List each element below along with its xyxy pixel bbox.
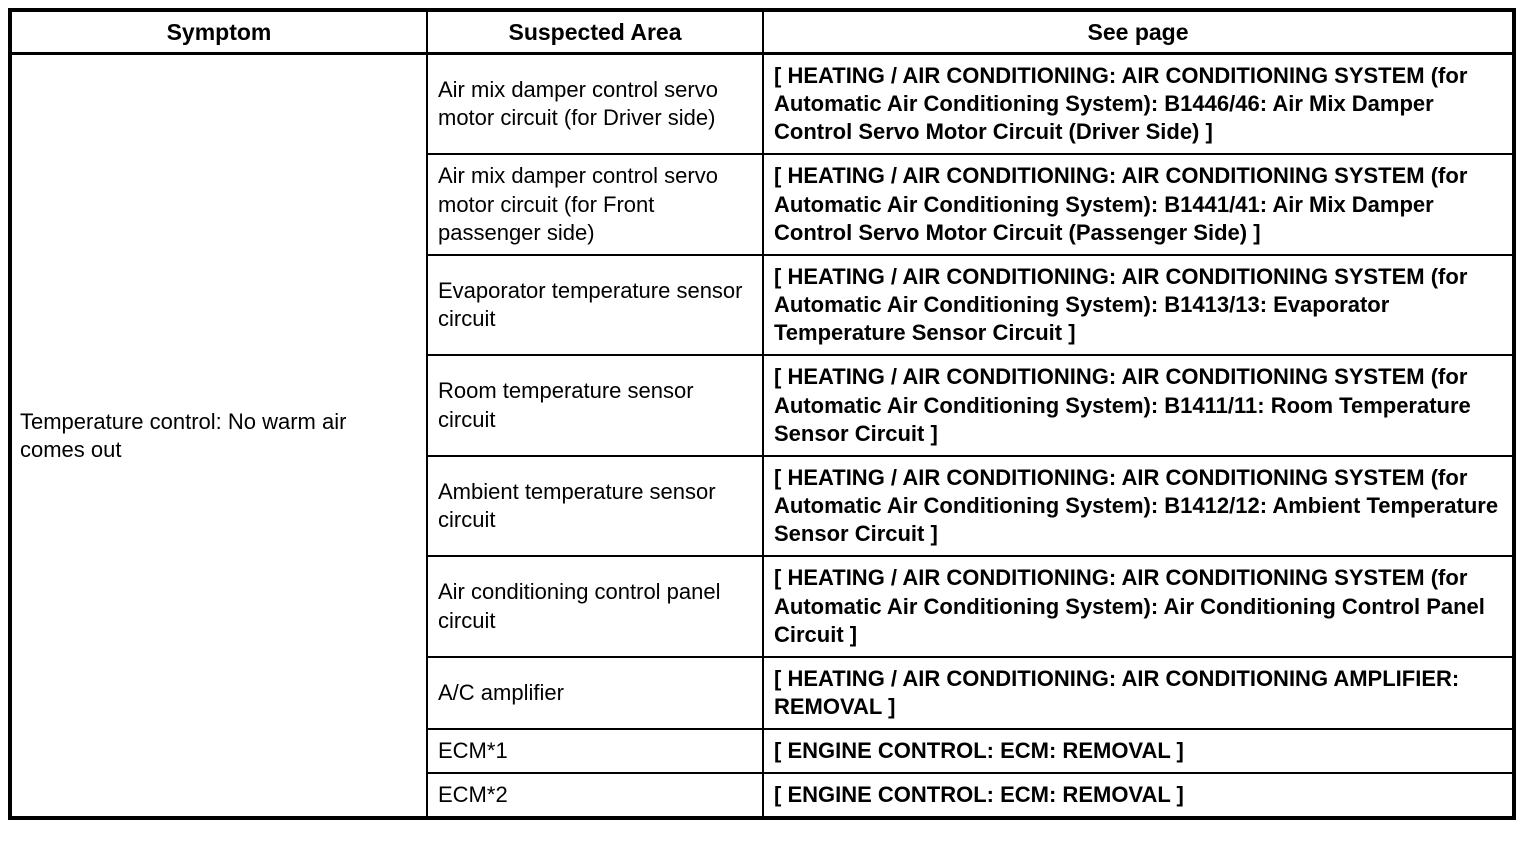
suspected-area-cell: Air conditioning control panel circuit [427, 556, 763, 656]
suspected-area-cell: Evaporator temperature sensor circuit [427, 255, 763, 355]
see-page-cell: [ HEATING / AIR CONDITIONING: AIR CONDITIONING SYSTEM (for Automatic Air Conditioning System): B1411/11: Room Temperature Sensor Circuit ] [763, 355, 1514, 455]
suspected-area-cell: Air mix damper control servo motor circuit (for Front passenger side) [427, 154, 763, 254]
suspected-area-cell: Air mix damper control servo motor circuit (for Driver side) [427, 54, 763, 155]
suspected-area-cell: Ambient temperature sensor circuit [427, 456, 763, 556]
suspected-area-cell: Room temperature sensor circuit [427, 355, 763, 455]
suspected-area-cell: A/C amplifier [427, 657, 763, 729]
header-symptom: Symptom [10, 10, 427, 54]
table-row [10, 54, 1514, 155]
suspected-area-cell: ECM*1 [427, 729, 763, 773]
see-page-cell: [ HEATING / AIR CONDITIONING: AIR CONDITIONING SYSTEM (for Automatic Air Conditioning System): B1413/13: Evaporator Temperature Sensor Circuit ] [763, 255, 1514, 355]
see-page-cell: [ HEATING / AIR CONDITIONING: AIR CONDITIONING AMPLIFIER: REMOVAL ] [763, 657, 1514, 729]
see-page-cell: [ HEATING / AIR CONDITIONING: AIR CONDITIONING SYSTEM (for Automatic Air Conditioning System): B1446/46: Air Mix Damper Control Servo Motor Circuit (Driver Side) ] [763, 54, 1514, 155]
see-page-cell: [ HEATING / AIR CONDITIONING: AIR CONDITIONING SYSTEM (for Automatic Air Conditioning System): Air Conditioning Control Panel Circuit ] [763, 556, 1514, 656]
see-page-cell: [ HEATING / AIR CONDITIONING: AIR CONDITIONING SYSTEM (for Automatic Air Conditioning System): B1441/41: Air Mix Damper Control Servo Motor Circuit (Passenger Side) ] [763, 154, 1514, 254]
header-see-page: See page [763, 10, 1514, 54]
header-row [10, 10, 1514, 54]
table-header [10, 10, 1514, 54]
suspected-area-cell: ECM*2 [427, 773, 763, 818]
see-page-cell: [ ENGINE CONTROL: ECM: REMOVAL ] [763, 773, 1514, 818]
see-page-cell: [ ENGINE CONTROL: ECM: REMOVAL ] [763, 729, 1514, 773]
table-body [10, 54, 1514, 819]
see-page-cell: [ HEATING / AIR CONDITIONING: AIR CONDITIONING SYSTEM (for Automatic Air Conditioning System): B1412/12: Ambient Temperature Sensor Circuit ] [763, 456, 1514, 556]
symptom-cell: Temperature control: No warm air comes out [10, 54, 427, 819]
header-suspected-area: Suspected Area [427, 10, 763, 54]
symptom-table [8, 8, 1516, 820]
